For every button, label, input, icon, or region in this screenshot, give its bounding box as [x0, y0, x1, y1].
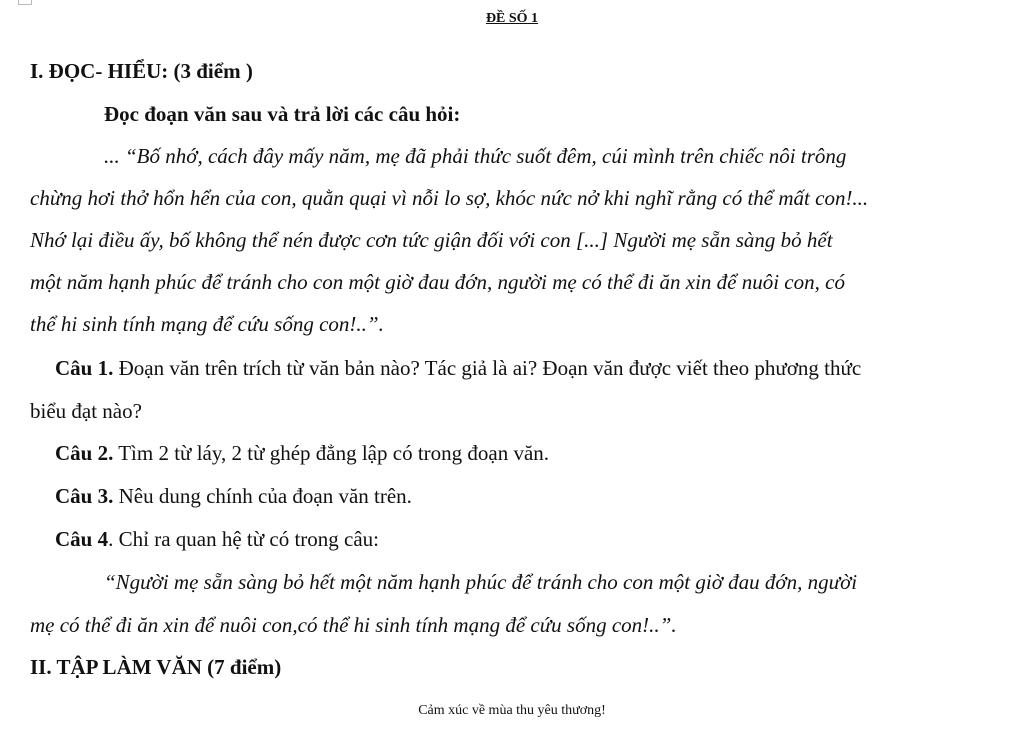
- question-label: Câu 4: [55, 527, 109, 551]
- passage-line: một năm hạnh phúc để tránh cho con một giờ đau đớn, người mẹ có thể đi ăn xin để nuôi con, có: [30, 270, 845, 294]
- exam-title: ĐỀ SỐ 1: [485, 11, 539, 26]
- question-4: [55, 526, 379, 552]
- passage-line: ... “Bố nhớ, cách đây mấy năm, mẹ đã phải thức suốt đêm, cúi mình trên chiếc nôi trông: [104, 144, 847, 168]
- passage-line: chừng hơi thở hổn hển của con, quằn quại vì nỗi lo sợ, khóc nức nở khi nghĩ rằng có thể mất con!...: [30, 186, 869, 210]
- passage-line: thể hi sinh tính mạng để cứu sống con!..”.: [30, 312, 384, 336]
- page-corner-mark: [18, 0, 32, 5]
- question-text: Đoạn văn trên trích từ văn bản nào? Tác giả là ai? Đoạn văn được viết theo phương thức: [113, 356, 862, 380]
- quote-line: mẹ có thể đi ăn xin để nuôi con,có thể hi sinh tính mạng để cứu sống con!..”.: [30, 613, 677, 637]
- essay-prompt: Cảm xúc về mùa thu yêu thương!: [418, 703, 606, 718]
- passage-line: Nhớ lại điều ấy, bố không thể nén được cơn tức giận đối với con [...] Người mẹ sẵn sàng bỏ hết: [30, 228, 833, 252]
- section2-heading: II. TẬP LÀM VĂN (7 điểm): [30, 655, 282, 679]
- question-label: Câu 3.: [55, 484, 114, 508]
- question-label: Câu 2.: [55, 441, 114, 465]
- question-3: [55, 483, 412, 509]
- reading-instruction: Đọc đoạn văn sau và trả lời các câu hỏi:: [104, 102, 461, 126]
- question-2: [55, 440, 549, 466]
- question-1: [55, 355, 861, 381]
- question-text: Nêu dung chính của đoạn văn trên.: [113, 484, 412, 508]
- section1-heading: I. ĐỌC- HIỂU: (3 điểm ): [30, 59, 253, 83]
- question-1-continuation: biểu đạt nào?: [30, 399, 142, 423]
- quote-line: “Người mẹ sẵn sàng bỏ hết một năm hạnh phúc để tránh cho con một giờ đau đớn, người: [104, 570, 858, 594]
- question-text: . Chỉ ra quan hệ từ có trong câu:: [108, 527, 379, 551]
- question-text: Tìm 2 từ láy, 2 từ ghép đẳng lập có trong đoạn văn.: [113, 441, 550, 465]
- question-label: Câu 1.: [55, 356, 114, 380]
